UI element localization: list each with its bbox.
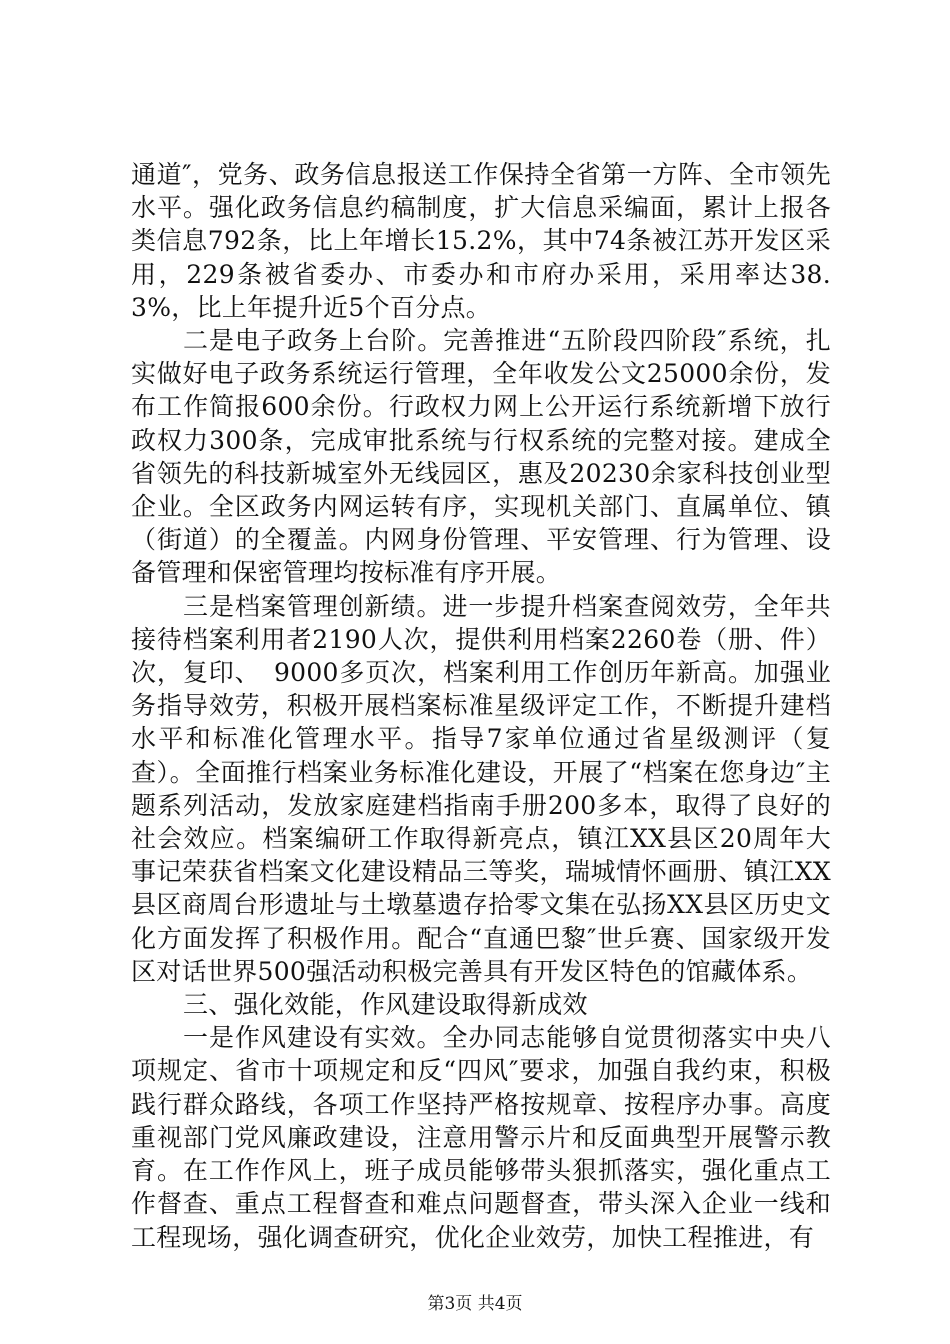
page-footer: 第3页 共4页: [427, 1294, 523, 1314]
paragraph-3: 三是档案管理创新绩。进一步提升档案查阅效劳，全年共接待档案利用者2190人次，提供利用档案2260卷（册、件）次，复印、 9000多页次，档案利用工作创历年新高。加强业务指导效劳，积极开展档案标准星级评定工作，不断提升建档水平和标准化管理水平。指导7家单位通过省星级测评（复查）。全面推行档案业务标准化建设，开展了“档案在您身边″主题系列活动，发放家庭建档指南手册200多本，取得了良好的社会效应。档案编研工作取得新亮点，镇江XX县区20周年大事记荣获省档案文化建设精品三等奖，瑞城情怀画册、镇江XX县区商周台形遗址与土墩墓遗存拾零文集在弘扬XX县区历史文化方面发挥了积极作用。配合“直通巴黎″世乒赛、国家级开发区对话世界500强活动积极完善具有开发区特色的馆藏体系。: [131, 591, 831, 986]
document-body: [131, 158, 831, 1254]
section-heading: 三、强化效能，作风建设取得新成效: [183, 990, 588, 1020]
paragraph-4: 一是作风建设有实效。全办同志能够自觉贯彻落实中央八项规定、省市十项规定和反“四风″要求，加强自我约束，积极践行群众路线，各项工作坚持严格按规章、按程序办事。高度重视部门党风廉政建设，注意用警示片和反面典型开展警示教育。在工作作风上，班子成员能够带头狠抓落实，强化重点工作督查、重点工程督查和难点问题督查，带头深入企业一线和工程现场，强化调查研究，优化企业效劳，加快工程推进，有: [131, 1023, 831, 1252]
paragraph-1: 通道″，党务、政务信息报送工作保持全省第一方阵、全市领先水平。强化政务信息约稿制度，扩大信息采编面，累计上报各类信息792条，比上年增长15.2%，其中74条被江苏开发区采用，229条被省委办、市委办和市府办采用，采用率达38.3%，比上年提升近5个百分点。: [131, 160, 831, 322]
paragraph-2: 二是电子政务上台阶。完善推进“五阶段四阶段″系统，扎实做好电子政务系统运行管理，全年收发公文25000余份，发布工作简报600余份。行政权力网上公开运行系统新增下放行政权力300条，完成审批系统与行权系统的完整对接。建成全省领先的科技新城室外无线园区，惠及20230余家科技创业型企业。全区政务内网运转有序，实现机关部门、直属单位、镇（街道）的全覆盖。内网身份管理、平安管理、行为管理、设备管理和保密管理均按标准有序开展。: [131, 326, 831, 588]
